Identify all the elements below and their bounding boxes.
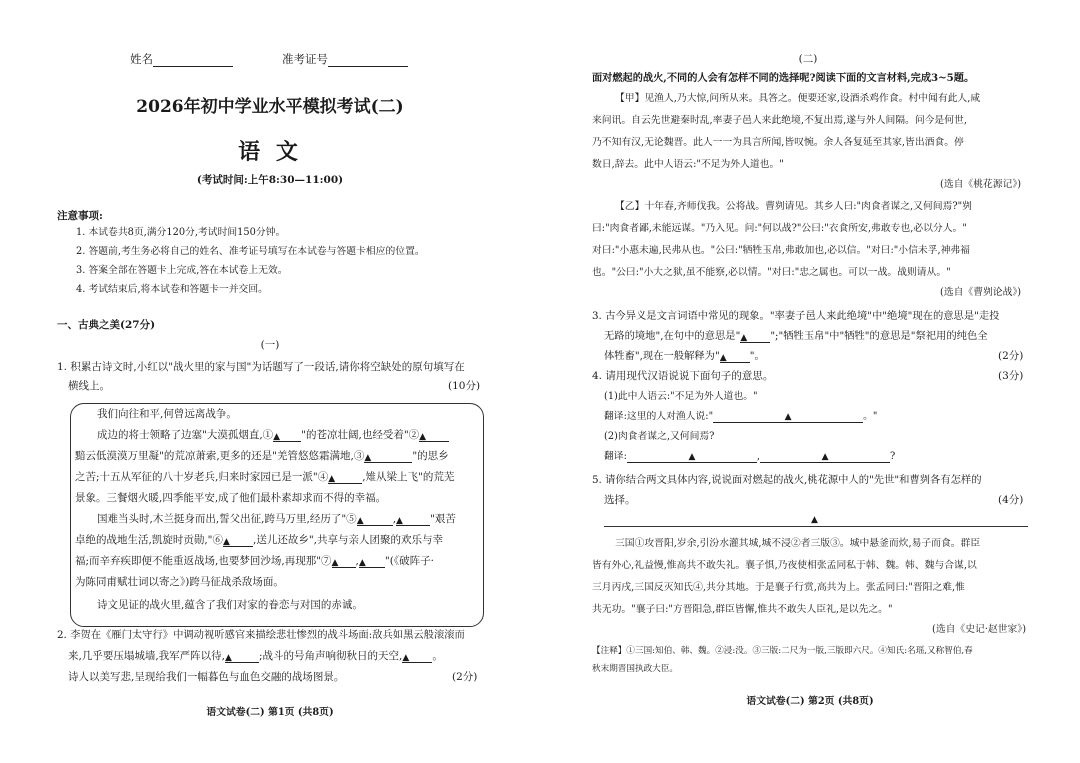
- passage-yi: 【乙】十年春,齐师伐我。公将战。曹刿请见。其乡人曰:"肉食者谋之,又何间焉?"刿: [615, 201, 972, 212]
- passage-line: [75, 449, 449, 463]
- passage-text: 之苦;十五从军征的八十岁老兵,归来时家园已是一派"④: [75, 471, 329, 483]
- passage-text: "艰苦: [430, 513, 456, 525]
- page-footer: 语文试卷(二) 第1页 (共8页): [206, 707, 334, 718]
- q3-score: (2分): [998, 350, 1024, 362]
- candidate-id-field: [282, 52, 408, 67]
- q2-text: 2. 李贺在《雁门太守行》中调动视听感官来描绘悲壮惨烈的战斗场面:敌兵如黑云般滚滚而: [57, 629, 465, 641]
- translation-end: 。": [863, 411, 878, 422]
- note-item: 1. 本试卷共8页,满分120分,考试时间150分钟。: [76, 227, 286, 238]
- name-blank: [153, 54, 233, 67]
- passage-text: ,送儿还故乡",共享与亲人团聚的欢乐与幸: [253, 534, 444, 546]
- candidate-id-label: 准考证号: [282, 52, 328, 66]
- answer-blank: ▲: [396, 513, 430, 526]
- passage-jia: 数日,辞去。此中人语云:"不足为外人道也。": [592, 159, 784, 170]
- q5-text: 5. 请你结合两文具体内容,说说面对燃起的战火,桃花源中人的"先世"和曹刿各有怎样的: [592, 474, 982, 486]
- passage-bing: 三月丙戌,三国反灭知氏④,共分其地。于是襄子行赏,高共为上。张孟同曰:"晋阳之难,惟: [592, 582, 965, 593]
- passage-text: 成边的将士领略了边塞"大漠孤烟直,①: [97, 429, 274, 441]
- note-item: 2. 答题前,考生务必将自己的姓名、准考证号填写在本试卷与答题卡相应的位置。: [76, 246, 425, 257]
- answer-blank: ▲: [359, 555, 385, 568]
- q1-text: 1. 积累古诗文时,小红以"战火里的家与国"为话题写了一段话,请你将空缺处的原句填写在: [57, 361, 465, 373]
- exam-time: (考试时间:上午8:30—11:00): [196, 174, 344, 186]
- passage-text: 黯云低漠漠万里凝"的荒凉萧索,更多的还是"羌管悠悠霜满地,③: [75, 450, 365, 462]
- q2-score: (2分): [452, 671, 478, 683]
- passage-line: 景象。三餐烟火暖,四季能平安,成了他们最朴素却求而不得的幸福。: [75, 492, 387, 504]
- note-item: 3. 答案全部在答题卡上完成,答在本试卷上无效。: [76, 265, 288, 276]
- passage-bing: 共无功。"襄子曰:"方晋阳急,群臣皆懈,惟共不敢失人臣礼,是以先之。": [592, 604, 893, 615]
- page-footer: 语文试卷(二) 第2页 (共8页): [746, 696, 874, 707]
- passage-text: "的思乡: [412, 450, 449, 462]
- answer-blank: ▲: [357, 513, 393, 526]
- q3-text-part: 无路的境地",在句中的意思是": [604, 330, 741, 342]
- translation-sep: ,: [756, 451, 761, 462]
- passage-text: 福;而辛弃疾即便不能重返战场,也要梦回沙场,再现那"⑦: [75, 555, 332, 567]
- passage-yi: 对曰:"小惠未遍,民弗从也。"公曰:"牺牲玉帛,弗敢加也,必以信。"对曰:"小信未孚,神弗福: [592, 245, 970, 256]
- answer-blank: ▲: [332, 555, 356, 568]
- q5-text: 选择。: [604, 494, 636, 506]
- answer-blank: ▲: [402, 650, 432, 663]
- passage-line: 我们向往和平,何曾远离战争。: [97, 408, 237, 420]
- q3-text: 3. 古今异义是文言词语中常见的现象。"率妻子邑人来此绝境"中"绝境"现在的意思是"走投: [592, 310, 1000, 322]
- q3-text-part: "。: [749, 350, 765, 362]
- q3-text: [604, 329, 988, 343]
- translation-label: 翻译:: [604, 451, 627, 462]
- q4-sentence-2: (2)肉食者谋之,又何间焉?: [604, 431, 715, 442]
- annotation-line: 秋末期晋国执政大臣。: [592, 664, 678, 674]
- passage-text: 国难当头时,木兰挺身而出,誓父出征,跨马万里,经历了"⑤: [97, 513, 357, 525]
- answer-blank: ▲: [328, 471, 362, 484]
- q4-score: (3分): [998, 370, 1024, 382]
- q4-sentence-1: (1)此中人语云:"不足为外人道也。": [604, 391, 758, 402]
- page-2: [540, 0, 1080, 763]
- answer-blank: ▲: [223, 534, 253, 547]
- q2-text: 来,几乎要压塌城墙,我军严阵以待,▲ ;战斗的号角声响彻秋日的天空,▲ 。: [68, 650, 443, 663]
- passage-bing: 皆有外心,礼益慢,惟高共不敢失礼。襄子惧,乃夜使相张孟同私于韩、魏。韩、魏与合谋,以: [592, 560, 977, 571]
- q4-translation-1: [604, 410, 877, 423]
- passage-line: 诗文见证的战火里,蕴含了我们对家的眷恋与对国的赤诚。: [97, 599, 363, 611]
- answer-blank: ▲: [364, 450, 412, 463]
- passage-line: [75, 470, 454, 484]
- answer-blank: ▲: [760, 450, 890, 463]
- answer-blank: ▲: [419, 429, 449, 442]
- annotation-line: 【注释】①三国:知伯、韩、魏。②浸:没。③三版:二尺为一版,三版即六尺。④知氏:名瑶,又称智伯,春: [592, 646, 973, 656]
- answer-line: [604, 526, 1028, 527]
- name-label: 姓名: [130, 52, 153, 66]
- q2-text: 诗人以美写悲,呈现给我们一幅暮色与血色交融的战场图景。: [68, 671, 345, 683]
- q1-text: 横线上。: [68, 380, 110, 392]
- jia-source: (选自《桃花源记》): [940, 179, 1022, 190]
- name-field: [130, 52, 233, 67]
- q4-translation-2: [604, 450, 895, 463]
- passage-jia: 乃不知有汉,无论魏晋。此人一一为具言所闻,皆叹惋。余人各复延至其家,皆出酒食。停: [592, 137, 964, 148]
- answer-blank: ▲: [713, 410, 863, 423]
- passage-bing: 三国①攻晋阳,岁余,引汾水灌其城,城不浸②者三版③。城中悬釜而炊,易子而食。群臣: [615, 538, 981, 549]
- exam-title: 2026年初中学业水平模拟考试(二): [136, 97, 404, 117]
- passage-yi: 也。"公曰:"小大之狱,虽不能察,必以情。"对曰:"忠之属也。可以一战。战则请从。": [592, 267, 951, 278]
- answer-blank: ▲: [720, 350, 750, 363]
- q2-text-part: ;战斗的号角声响彻秋日的天空,: [259, 650, 403, 662]
- translation-label: 翻译:这里的人对渔人说:": [604, 411, 714, 422]
- bing-source: (选自《史记·赵世家》): [932, 624, 1027, 635]
- part-label: (一): [260, 339, 280, 351]
- reading-intro: 面对燃起的战火,不同的人会有怎样不同的选择呢?阅读下面的文言材料,完成3~5题。: [592, 72, 975, 84]
- q3-text-part: ";"牺牲玉帛"中"牺牲"的意思是"祭祀用的纯色全: [770, 330, 988, 342]
- passage-text: 卓绝的战地生活,凯旋时贡勋,"⑥: [75, 534, 224, 546]
- answer-blank: ▲: [273, 429, 301, 442]
- passage-jia: 来问讯。自云先世避秦时乱,率妻子邑人来此绝境,不复出焉,遂与外人间隔。问今是何世,: [592, 115, 967, 126]
- note-item: 4. 考试结束后,将本试卷和答题卡一并交回。: [76, 284, 268, 295]
- subject-title: 语 文: [238, 139, 302, 165]
- passage-yi: 曰:"肉食者鄙,未能远谋。"乃入见。问:"何以战?"公曰:"衣食所安,弗敢专也,必以分人。": [592, 223, 967, 234]
- translation-end: ?: [890, 451, 896, 462]
- q3-text-part: 体牲畜",现在一般解释为": [604, 350, 720, 362]
- passage-line: [75, 533, 443, 547]
- passage-line: [97, 428, 449, 442]
- answer-mark: ▲: [811, 515, 818, 525]
- passage-line: 国难当头时,木兰挺身而出,誓父出征,跨马万里,经历了"⑤▲ ,▲ "艰苦: [97, 513, 456, 526]
- yi-source: (选自《曹刿论战》): [940, 287, 1022, 298]
- q3-text: [604, 349, 765, 363]
- passage-line: 福;而辛弃疾即便不能重返战场,也要梦回沙场,再现那"⑦▲ ,▲ "(《破阵子·: [75, 555, 434, 568]
- passage-text: "(《破阵子·: [384, 555, 434, 567]
- answer-blank: ▲: [627, 450, 757, 463]
- q2-text-part: 来,几乎要压塌城墙,我军严阵以待,: [68, 650, 226, 662]
- passage-line: 为陈同甫赋壮词以寄之》)跨马征战杀敌场面。: [75, 576, 284, 588]
- answer-blank: ▲: [740, 330, 770, 343]
- passage-text: ,雉从梁上飞"的荒芜: [362, 471, 455, 483]
- passage-jia: 【甲】见渔人,乃大惊,问所从来。具答之。便要还家,设酒杀鸡作食。村中闻有此人,咸: [615, 93, 981, 104]
- q4-title: 4. 请用现代汉语说说下面句子的意思。: [592, 370, 774, 382]
- notes-title: 注意事项:: [57, 210, 103, 222]
- answer-blank: ▲: [225, 650, 259, 663]
- part-label: (二): [798, 53, 818, 65]
- candidate-id-blank: [328, 54, 408, 67]
- q1-score: (10分): [448, 380, 481, 392]
- passage-text: "的苍凉壮阔,也经受着"②: [301, 429, 420, 441]
- section-heading: 一、古典之美(27分): [57, 319, 156, 331]
- q5-score: (4分): [998, 494, 1024, 506]
